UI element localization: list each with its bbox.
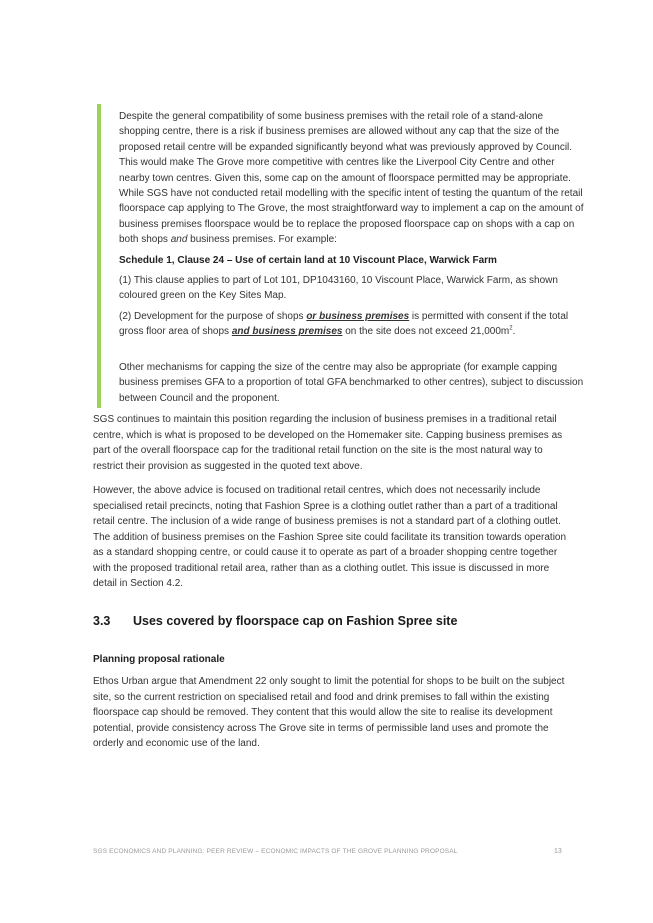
section-number: 3.3 (93, 614, 111, 628)
subheading: Planning proposal rationale (93, 654, 225, 665)
quote-paragraph-1: Despite the general compatibility of some business premises with the retail role of a stand-alone shopping centre, there is a risk if business premises are allowed without any cap that the size of the proposed retail centre will be expanded significantly beyond what was previously approved by Council. This would make The Grove more competitive with centres like the Liverpool City Centre and other nearby town centres. Given this, some cap on the amount of floorspace permitted may be appropriate. While SGS have not conducted retail modelling with the specific intent of testing the quantum of the retail floorspace cap applying to The Grove, the most straightforward way to implement a cap on the amount of business premises floorspace would be to replace the proposed floorspace cap on shops with a cap on both shops and business premises. For example: (119, 111, 584, 246)
section-heading (93, 614, 457, 628)
body-paragraph-1: SGS continues to maintain this position regarding the inclusion of business premises in a traditional retail centre, which is what is proposed to be developed on the Homemaker site. Capping business premises as part of the overall floorspace cap for the traditional retail function on the site is the most natural way to restrict their provision as suggested in the quoted text above. (93, 414, 563, 472)
section-title: Uses covered by floorspace cap on Fashion Spree site (133, 614, 458, 628)
schedule-heading: Schedule 1, Clause 24 – Use of certain land at 10 Viscount Place, Warwick Farm (119, 254, 497, 266)
body-paragraph-2: However, the above advice is focused on traditional retail centres, which does not necessarily include specialised retail precincts, noting that Fashion Spree is a clothing outlet rather than a part of a traditional retail centre. The inclusion of a wide range of business premises is not a standard part of a clothing outlet. The addition of business premises on the Fashion Spree site could facilitate its transition towards operation as a standard shopping centre, or could cause it to operate as part of a broader shopping centre together with the proposed traditional retail area, rather than as a clothing outlet. This issue is discussed in more detail in Section 4.2. (93, 485, 567, 589)
body-paragraph-3: Ethos Urban argue that Amendment 22 only sought to limit the potential for shops to be built on the subject site, so the current restriction on specialised retail and food and drink premises to fall within the existing floorspace cap should be removed. They content that this would allow the site to realise its development potential, provide consistency across The Grove site in terms of permissible land uses and promote the orderly and economic use of the land. (93, 676, 565, 749)
quoted-text-content (119, 109, 584, 411)
page-number: 13 (554, 848, 562, 855)
clause-1: (1) This clause applies to part of Lot 101, DP1043160, 10 Viscount Place, Warwick Farm, as shown coloured green on the Key Sites Map. (119, 275, 558, 302)
quoted-text-block (97, 104, 587, 408)
quote-paragraph-other: Other mechanisms for capping the size of the centre may also be appropriate (for example capping business premises GFA to a proportion of total GFA benchmarked to other centres), subject to discussion between Council and the proponent. (119, 361, 584, 404)
page-footer: SGS ECONOMICS AND PLANNING: PEER REVIEW – ECONOMIC IMPACTS OF THE GROVE PLANNING PROPOSAL (93, 848, 458, 855)
clause-2: (2) Development for the purpose of shops or business premises is permitted with consent if the total gross floor area of shops and business premises on the site does not exceed $21,000m^2$. (119, 310, 569, 338)
